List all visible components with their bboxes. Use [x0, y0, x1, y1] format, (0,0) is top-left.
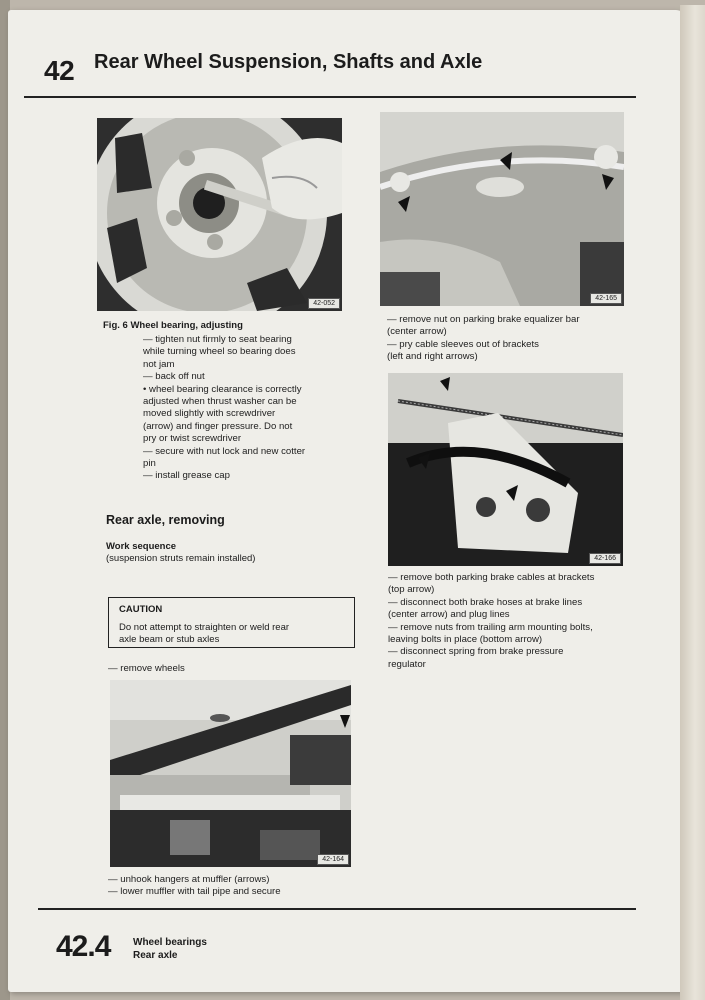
- brake-cable-steps: [388, 572, 594, 671]
- work-sequence-label: Work sequence: [106, 541, 177, 552]
- bearing-steps: [143, 334, 305, 483]
- step-line: — remove nuts from trailing arm mounting bolts,: [388, 621, 593, 633]
- step-line: • wheel bearing clearance is correctly: [143, 383, 302, 395]
- photo-muffler-hangers: [110, 680, 351, 867]
- step-line: (center arrow) and plug lines: [388, 609, 510, 621]
- step-line: adjusted when thrust washer can be: [143, 396, 297, 408]
- step-line: pin: [143, 458, 156, 470]
- caution-title: CAUTION: [119, 604, 163, 615]
- step-line: regulator: [388, 658, 426, 670]
- step-line: — remove both parking brake cables at brackets: [388, 572, 595, 583]
- header-rule: [24, 96, 636, 98]
- muffler-steps: [108, 874, 281, 899]
- step-line: (arrow) and finger pressure. Do not: [143, 420, 293, 432]
- chapter-title: Rear Wheel Suspension, Shafts and Axle: [94, 51, 483, 73]
- step-line: — pry cable sleeves out of brackets: [387, 338, 539, 350]
- step-line: (center arrow): [387, 326, 447, 338]
- step-line: — disconnect spring from brake pressure: [388, 646, 564, 658]
- step-line: (top arrow): [388, 584, 435, 596]
- step-line: (left and right arrows): [387, 351, 478, 363]
- figure-tag: 42-166: [589, 553, 621, 564]
- step-line: — remove nut on parking brake equalizer bar: [387, 314, 580, 325]
- figure-tag: 42-164: [317, 854, 349, 865]
- section-number: 42.4: [56, 930, 111, 963]
- figure-caption: Fig. 6 Wheel bearing, adjusting: [103, 320, 243, 331]
- caution-text: [119, 622, 289, 647]
- step-line: — lower muffler with tail pipe and secure: [108, 886, 281, 898]
- step-line: pry or twist screwdriver: [143, 433, 242, 445]
- step-line: — unhook hangers at muffler (arrows): [108, 874, 270, 885]
- photo-wheel-bearing: [97, 118, 342, 311]
- footer-rule: [38, 908, 636, 910]
- step-line: — secure with nut lock and new cotter: [143, 445, 306, 457]
- footer-topic: Rear axle: [133, 950, 178, 961]
- section-heading: Rear axle, removing: [106, 513, 225, 527]
- work-sequence-note: (suspension struts remain installed): [106, 553, 256, 564]
- photo-brake-cables: [388, 373, 623, 566]
- step-line: — tighten nut firmly to seat bearing: [143, 334, 292, 345]
- equalizer-steps: [387, 314, 580, 364]
- step-line: moved slightly with screwdriver: [143, 408, 276, 420]
- remove-wheels-step: — remove wheels: [108, 663, 185, 674]
- figure-tag: 42-052: [308, 298, 340, 309]
- photo-brake-equalizer: [380, 112, 624, 306]
- step-line: while turning wheel so bearing does: [143, 346, 296, 358]
- chapter-number: 42: [44, 55, 75, 86]
- step-line: not jam: [143, 358, 175, 370]
- step-line: — back off nut: [143, 371, 205, 383]
- caution-line: axle beam or stub axles: [119, 634, 220, 646]
- footer-topic: Wheel bearings: [133, 937, 207, 948]
- step-line: — install grease cap: [143, 470, 230, 482]
- step-line: leaving bolts in place (bottom arrow): [388, 634, 543, 646]
- caution-box: [108, 597, 355, 648]
- figure-tag: 42-165: [590, 293, 622, 304]
- next-page-edge: [680, 5, 705, 1000]
- caution-line: Do not attempt to straighten or weld rear: [119, 622, 290, 633]
- step-line: — disconnect both brake hoses at brake lines: [388, 596, 583, 608]
